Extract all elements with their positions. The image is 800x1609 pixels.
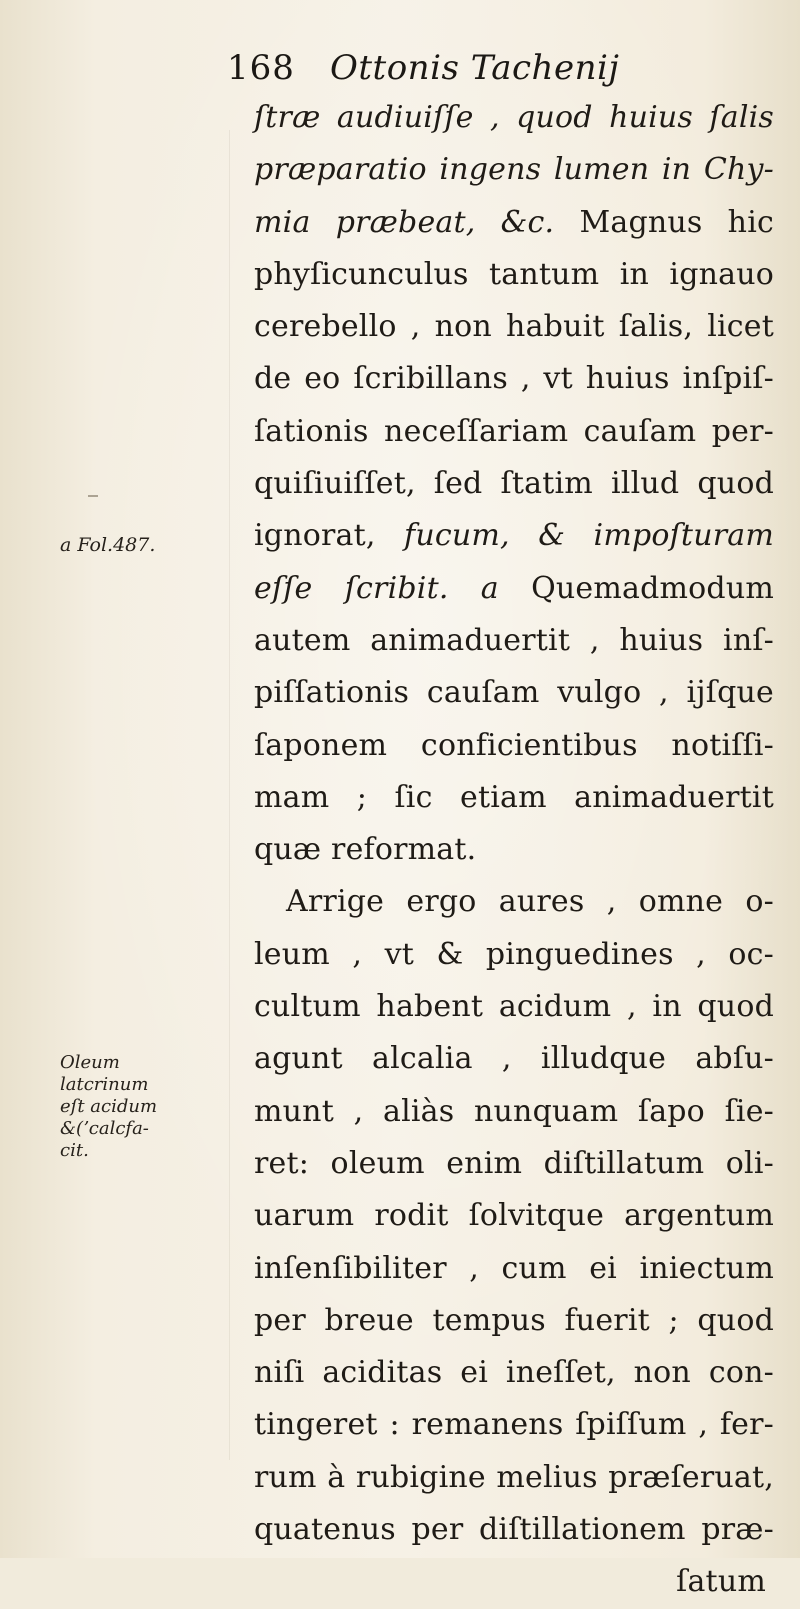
text-line: ſaponem conficientibus notiſſi-: [254, 727, 774, 763]
text-line: [254, 510, 774, 562]
text-line: autem animaduertit , huius inſ-: [254, 622, 774, 658]
text-line: agunt alcalia , illudque abſu-: [254, 1041, 774, 1077]
text-line: quæ reformat.: [254, 832, 477, 868]
text-line: ſtræ audiuiſſe , quod huius ſalis: [254, 100, 774, 135]
text-line: præparatio ingens lumen in Chy-: [254, 152, 774, 188]
roman-segment: Quemadmodum: [498, 570, 775, 606]
text-line: per breue tempus fuerit ; quod: [254, 1302, 774, 1338]
text-line: cerebello , non habuit ſalis, licet: [254, 309, 774, 345]
running-title: Ottonis Tachenij: [330, 48, 620, 88]
page-crease: [229, 130, 230, 1460]
margin-note-line: latcrinum: [60, 1074, 149, 1095]
margin-mark: [88, 495, 98, 497]
text-line: leum , vt & pinguedines , oc-: [254, 936, 774, 972]
text-line: quiſiuiſſet, ſed ſtatim illud quod: [254, 466, 774, 502]
text-line: mam ; ſic etiam animaduertit: [254, 779, 774, 815]
margin-note-line: Oleum: [60, 1052, 120, 1073]
text-line: tingeret : remanens ſpiſſum , fer-: [254, 1407, 774, 1443]
text-line: uarum rodit ſolvitque argentum: [254, 1198, 774, 1234]
text-line: inſenſibiliter , cum ei iniectum: [254, 1250, 774, 1286]
text-line: [254, 197, 774, 249]
text-line: munt , aliàs nunquam ſapo ſie-: [254, 1093, 774, 1129]
text-line: piſſationis cauſam vulgo , ijſque: [254, 675, 774, 711]
italic-segment: eſſe ſcribit. a: [254, 570, 499, 606]
italic-segment: mia præbeat, &c.: [254, 204, 555, 240]
roman-segment: Magnus hic: [554, 204, 774, 240]
margin-folio-reference: a Fol.487.: [60, 534, 156, 556]
text-line: Arrige ergo aures , omne o-: [286, 884, 774, 920]
margin-note-line: eſt acidum: [60, 1096, 158, 1117]
margin-note-line: cit.: [60, 1140, 89, 1161]
text-line: phyſicunculus tantum in ignauo: [254, 256, 774, 292]
text-line: ſatum: [676, 1564, 766, 1600]
main-text-block: [254, 92, 774, 1609]
margin-note-oleum: [60, 1052, 172, 1162]
italic-segment: fucum, & impoſturam: [404, 518, 774, 554]
text-line: ret: oleum enim diſtillatum oli-: [254, 1145, 774, 1181]
text-line: [254, 563, 774, 615]
text-line: cultum habent acidum , in quod: [254, 989, 774, 1025]
text-line: ſationis neceſſariam cauſam per-: [254, 413, 774, 449]
text-line: quatenus per diſtillationem præ-: [254, 1512, 774, 1548]
roman-segment: ignorat,: [254, 518, 405, 554]
margin-note-line: &(ʼcalcfa-: [60, 1118, 149, 1139]
text-line: niſi aciditas ei ineſſet, non con-: [254, 1355, 774, 1391]
page-number: 168: [227, 48, 295, 88]
text-line: de eo ſcribillans , vt huius inſpiſ-: [254, 361, 774, 397]
text-line: rum à rubigine melius præſeruat,: [254, 1459, 774, 1495]
